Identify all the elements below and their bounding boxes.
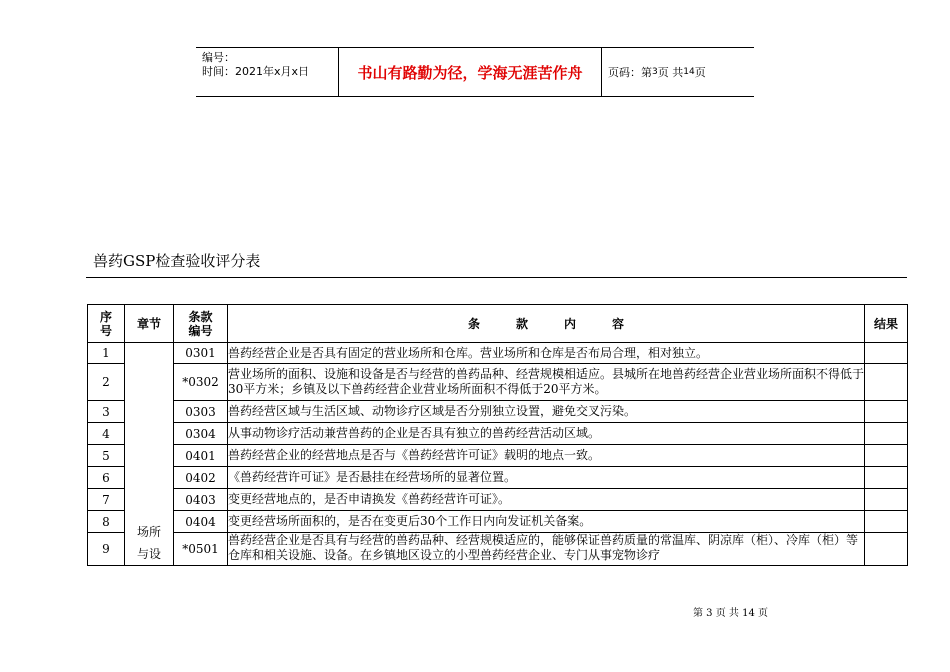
row-code: 0303 [174,401,228,423]
row-seq: 3 [88,401,125,423]
row-seq: 6 [88,467,125,489]
row-result [865,489,908,511]
row-content: 从事动物诊疗活动兼营兽药的企业是否具有独立的兽药经营活动区域。 [228,423,865,445]
row-result [865,511,908,533]
header-chapter: 章节 [125,305,174,343]
motto: 书山有路勤为径，学海无涯苦作舟 [338,48,602,96]
row-seq: 2 [88,364,125,401]
table-row [88,467,908,489]
scoring-table [87,304,908,566]
row-code: 0402 [174,467,228,489]
page-counter [608,48,706,96]
row-seq: 5 [88,445,125,467]
row-content: 兽药经营企业的经营地点是否与《兽药经营许可证》载明的地点一致。 [228,445,865,467]
table-header-row [88,305,908,343]
header-result: 结果 [865,305,908,343]
row-content: 兽药经营企业是否具有与经营的兽药品种、经营规模适应的，能够保证兽药质量的常温库、阴凉库（柜）、冷库（柜）等仓库和相关设施、设备。在乡镇地区设立的小型兽药经营企业、专门从事宠物诊疗 [228,533,865,566]
row-code: 0301 [174,343,228,364]
chapter-cell: 场所与设 [125,343,174,566]
title-divider [86,277,907,278]
row-code: *0501 [174,533,228,566]
page-header [196,47,754,97]
row-result [865,467,908,489]
row-content: 变更经营地点的，是否申请换发《兽药经营许可证》。 [228,489,865,511]
row-result [865,533,908,566]
time-label: 时间：2021年x月x日 [202,65,310,78]
row-code: 0304 [174,423,228,445]
table-row [88,489,908,511]
row-code: 0404 [174,511,228,533]
table-row [88,401,908,423]
row-code: 0401 [174,445,228,467]
header-seq: 序号 [88,305,125,343]
table-row [88,533,908,566]
table-row [88,511,908,533]
header-meta [202,51,309,79]
table-row [88,364,908,401]
row-seq: 1 [88,343,125,364]
row-result [865,423,908,445]
row-code: *0302 [174,364,228,401]
header-clause-no: 条款编号 [174,305,228,343]
page-end: 页 [694,66,706,79]
row-seq: 4 [88,423,125,445]
table-row [88,423,908,445]
row-seq: 7 [88,489,125,511]
page-number: 3 [652,67,658,77]
page-mid: 页 共 [657,66,684,79]
row-seq: 9 [88,533,125,566]
table-row [88,445,908,467]
row-seq: 8 [88,511,125,533]
page-footer: 第 3 页 共 14 页 [693,608,768,619]
row-code: 0403 [174,489,228,511]
row-result [865,401,908,423]
header-content: 条款内容 [228,305,865,343]
row-content: 兽药经营区域与生活区域、动物诊疗区域是否分别独立设置，避免交叉污染。 [228,401,865,423]
page-label: 页码：第 [608,66,652,79]
row-result [865,364,908,401]
number-label: 编号： [202,51,235,64]
document-title: 兽药GSP检查验收评分表 [93,252,261,270]
row-content: 兽药经营企业是否具有固定的营业场所和仓库。营业场所和仓库是否布局合理，相对独立。 [228,343,865,364]
row-result [865,343,908,364]
row-result [865,445,908,467]
row-content: 变更经营场所面积的，是否在变更后30个工作日内向发证机关备案。 [228,511,865,533]
page-total: 14 [683,67,695,77]
row-content: 《兽药经营许可证》是否悬挂在经营场所的显著位置。 [228,467,865,489]
row-content: 营业场所的面积、设施和设备是否与经营的兽药品种、经营规模相适应。县城所在地兽药经营企业营业场所面积不得低于30平方米；乡镇及以下兽药经营企业营业场所面积不得低于20平方米。 [228,364,865,401]
table-row [88,343,908,364]
